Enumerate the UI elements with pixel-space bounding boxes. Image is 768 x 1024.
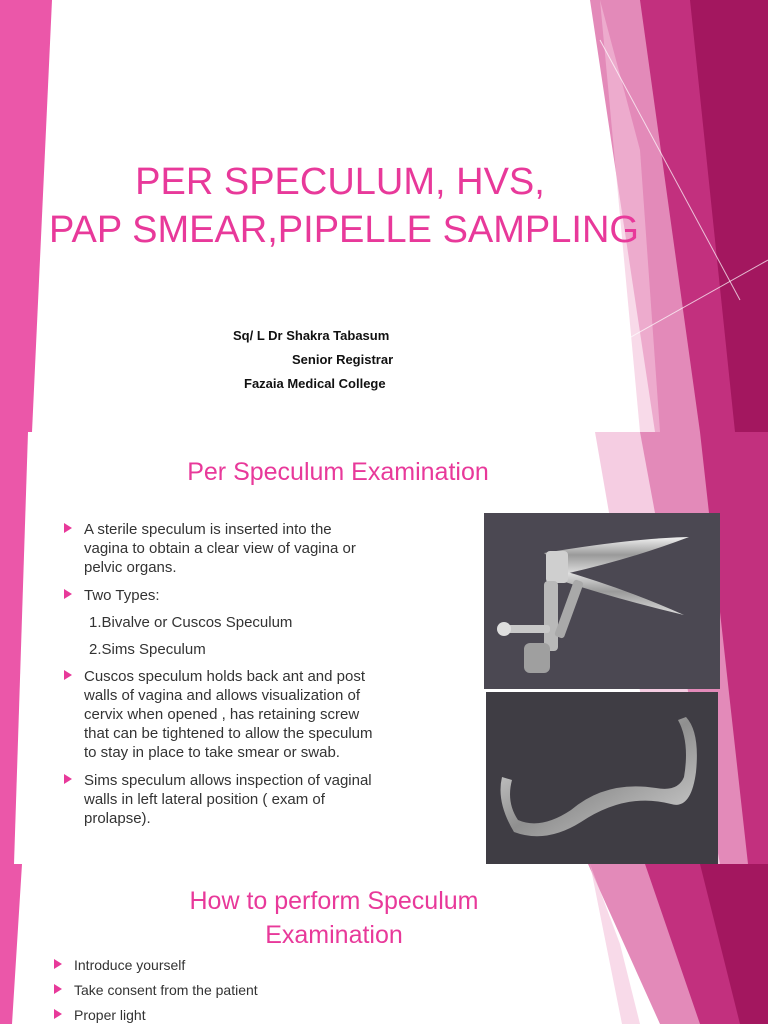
bullet-item: Take consent from the patient [74, 981, 258, 1000]
slide-title-line-1: PER SPECULUM, HVS, [135, 161, 545, 203]
title-slide [0, 0, 768, 432]
per-speculum-slide [0, 432, 768, 864]
bullet-item: Cuscos speculum holds back ant and post walls of vagina and allows visualization of cervix when opened , has retaining screw that can be tightened to allow the speculum to stay in place to take smear or swab. [84, 667, 414, 762]
bullet-triangle-icon [54, 1009, 62, 1019]
slide-heading: Per Speculum Examination [187, 458, 489, 486]
slide-heading: How to perform Speculum Examination [189, 887, 479, 949]
author-institution: Fazaia Medical College [244, 376, 386, 391]
bullet-triangle-icon [54, 959, 62, 969]
author-name: Sq/ L Dr Shakra Tabasum [233, 328, 390, 343]
bullet-item: Sims speculum allows inspection of vaginal walls in left lateral position ( exam of prolapse). [84, 771, 414, 828]
cuscos-speculum-image [484, 513, 720, 689]
bullet-item: A sterile speculum is inserted into the vagina to obtain a clear view of vagina or pelvic organs. [84, 520, 414, 577]
bullet-triangle-icon [64, 774, 72, 784]
sub-item: 1.Bivalve or Cuscos Speculum [89, 614, 293, 631]
author-position: Senior Registrar [292, 352, 394, 367]
sims-speculum-image [486, 692, 718, 864]
bullet-item: Introduce yourself [74, 956, 185, 975]
bullet-triangle-icon [54, 984, 62, 994]
sub-item: 2.Sims Speculum [89, 641, 206, 658]
bullet-item: Proper light [74, 1006, 146, 1024]
how-to-perform-slide [0, 864, 768, 1024]
bullet-triangle-icon [64, 589, 72, 599]
slide-title-line-2: PAP SMEAR,PIPELLE SAMPLING [49, 209, 639, 251]
bullet-triangle-icon [64, 523, 72, 533]
bullet-item: Two Types: [84, 586, 414, 605]
bullet-triangle-icon [64, 670, 72, 680]
